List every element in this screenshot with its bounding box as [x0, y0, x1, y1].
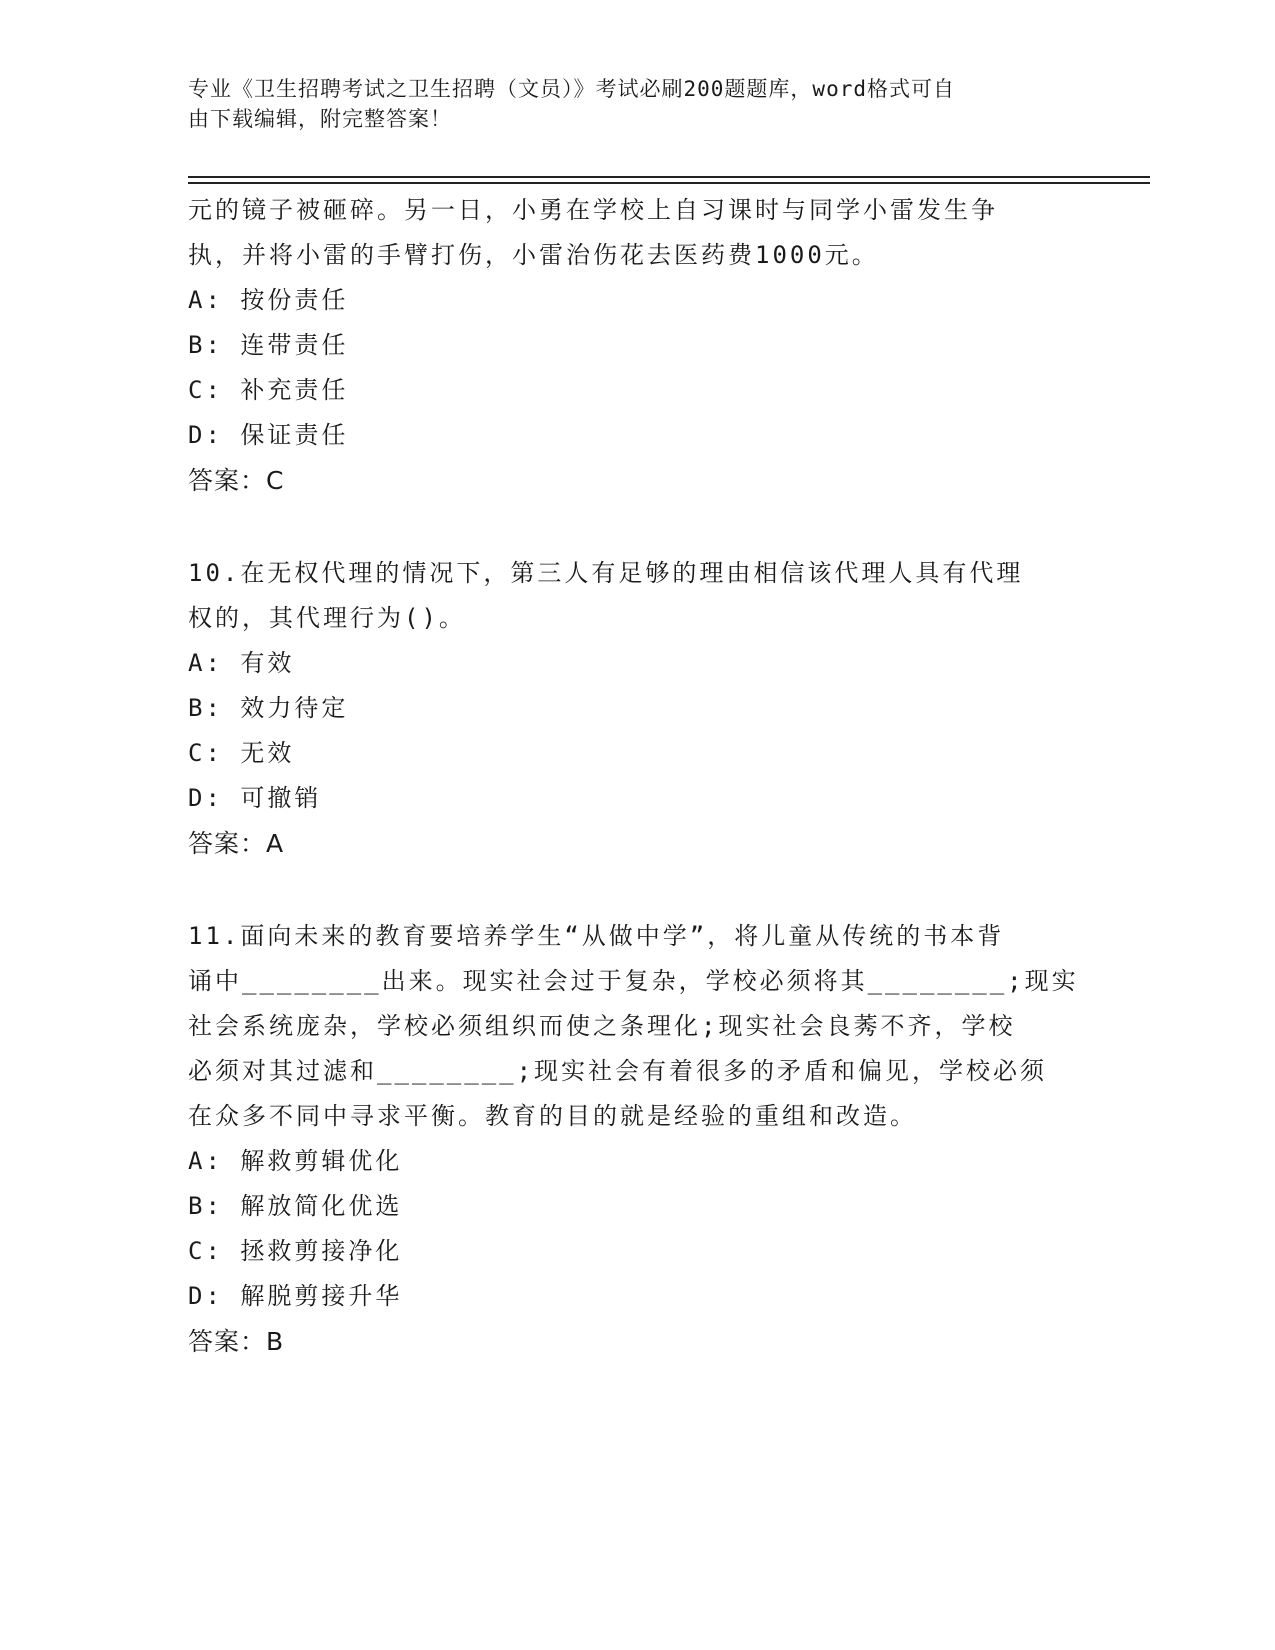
- option-b: B: 效力待定: [188, 694, 349, 722]
- option-d: D: 保证责任: [188, 421, 349, 449]
- question-9: [188, 188, 1088, 503]
- question-10: [188, 551, 1088, 866]
- question-content: [188, 188, 1088, 1364]
- option-d: D: 可撤销: [188, 784, 322, 812]
- option-a: A: 解救剪辑优化: [188, 1147, 403, 1175]
- question-stem-line: 必须对其过滤和________;现实社会有着很多的矛盾和偏见，学校必须: [188, 1057, 1048, 1085]
- question-stem-line: 元的镜子被砸碎。另一日，小勇在学校上自习课时与同学小雷发生争: [188, 196, 998, 224]
- question-stem-line: 社会系统庞杂，学校必须组织而使之条理化;现实社会良莠不齐，学校: [188, 1012, 1016, 1040]
- answer: 答案：A: [188, 829, 285, 858]
- option-c: C: 补充责任: [188, 376, 349, 404]
- question-stem-line: 在众多不同中寻求平衡。教育的目的就是经验的重组和改造。: [188, 1102, 917, 1130]
- spacer: [188, 503, 1088, 551]
- question-stem-line: 执，并将小雷的手臂打伤，小雷治伤花去医药费1000元。: [188, 241, 879, 269]
- option-c: C: 无效: [188, 739, 295, 767]
- answer: 答案：C: [188, 466, 285, 495]
- question-stem-line: 诵中________出来。现实社会过于复杂，学校必须将其________;现实: [188, 967, 1079, 995]
- header-line-2: 由下载编辑，附完整答案！: [188, 107, 452, 131]
- option-a: A: 按份责任: [188, 286, 349, 314]
- header-divider-top: [188, 176, 1150, 178]
- question-stem-line: 权的，其代理行为()。: [188, 604, 466, 632]
- document-header: [188, 74, 1068, 134]
- option-b: B: 解放简化优选: [188, 1192, 403, 1220]
- option-c: C: 拯救剪接净化: [188, 1237, 403, 1265]
- option-a: A: 有效: [188, 649, 295, 677]
- answer: 答案：B: [188, 1327, 285, 1356]
- spacer: [188, 866, 1088, 914]
- question-stem-line: 10.在无权代理的情况下，第三人有足够的理由相信该代理人具有代理: [188, 559, 1024, 587]
- question-11: [188, 914, 1088, 1364]
- question-stem-line: 11.面向未来的教育要培养学生“从做中学”，将儿童从传统的书本背: [188, 922, 1005, 950]
- option-b: B: 连带责任: [188, 331, 349, 359]
- option-d: D: 解脱剪接升华: [188, 1282, 403, 1310]
- header-line-1: 专业《卫生招聘考试之卫生招聘（文员）》考试必刷200题题库，word格式可自: [188, 77, 955, 101]
- header-divider-bottom: [188, 182, 1150, 184]
